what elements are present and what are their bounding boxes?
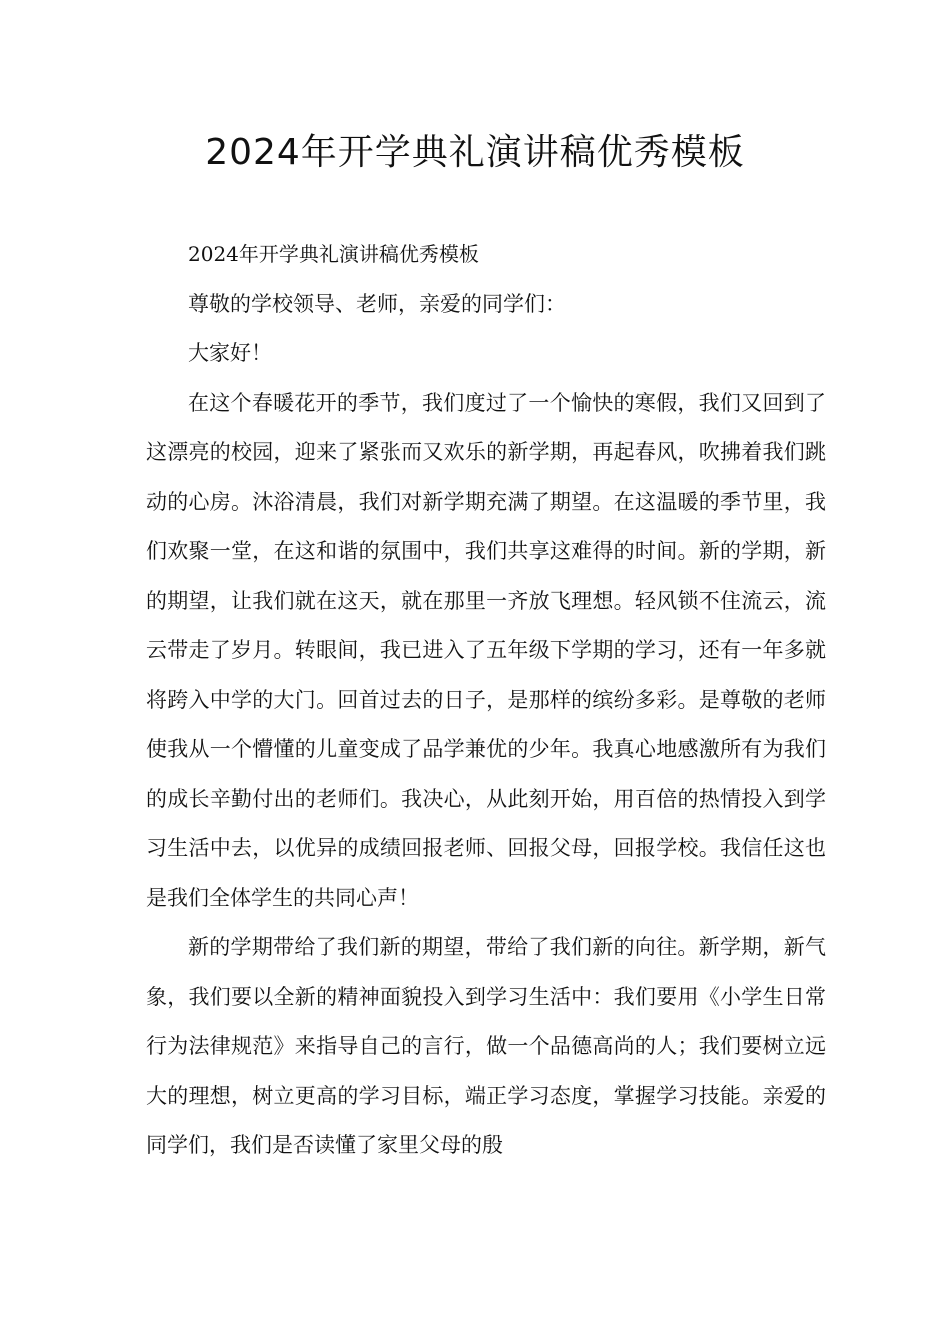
body-paragraph: 在这个春暖花开的季节，我们度过了一个愉快的寒假，我们又回到了这漂亮的校园，迎来了紧张而又欢乐的新学期，再起春风，吹拂着我们跳动的心房。沐浴清晨，我们对新学期充满了期望。在这温暖的季节里，我们欢聚一堂，在这和谐的氛围中，我们共享这难得的时间。新的学期，新的期望，让我们就在这天，就在那里一齐放飞理想。轻风锁不住流云，流云带走了岁月。转眼间，我已进入了五年级下学期的学习，还有一年多就将跨入中学的大门。回首过去的日子，是那样的缤纷多彩。是尊敬的老师使我从一个懵懂的儿童变成了品学兼优的少年。我真心地感激所有为我们的成长辛勤付出的老师们。我决心，从此刻开始，用百倍的热情投入到学习生活中去，以优异的成绩回报老师、回报父母，回报学校。我信任这也是我们全体学生的共同心声！: [146, 390, 826, 910]
greeting-paragraph: 大家好！: [188, 341, 272, 365]
document-title: 2024年开学典礼演讲稿优秀模板: [205, 132, 745, 173]
salutation-paragraph: 尊敬的学校领导、老师，亲爱的同学们：: [188, 291, 566, 316]
document-body: [146, 230, 826, 1171]
subtitle-paragraph: 2024年开学典礼演讲稿优秀模板: [188, 242, 479, 266]
body-paragraph: 新的学期带给了我们新的期望，带给了我们新的向往。新学期，新气象，我们要以全新的精神面貌投入到学习生活中：我们要用《小学生日常行为法律规范》来指导自己的言行，做一个品德高尚的人；我们要树立远大的理想，树立更高的学习目标，端正学习态度，掌握学习技能。亲爱的同学们，我们是否读懂了家里父母的殷: [146, 935, 826, 1157]
